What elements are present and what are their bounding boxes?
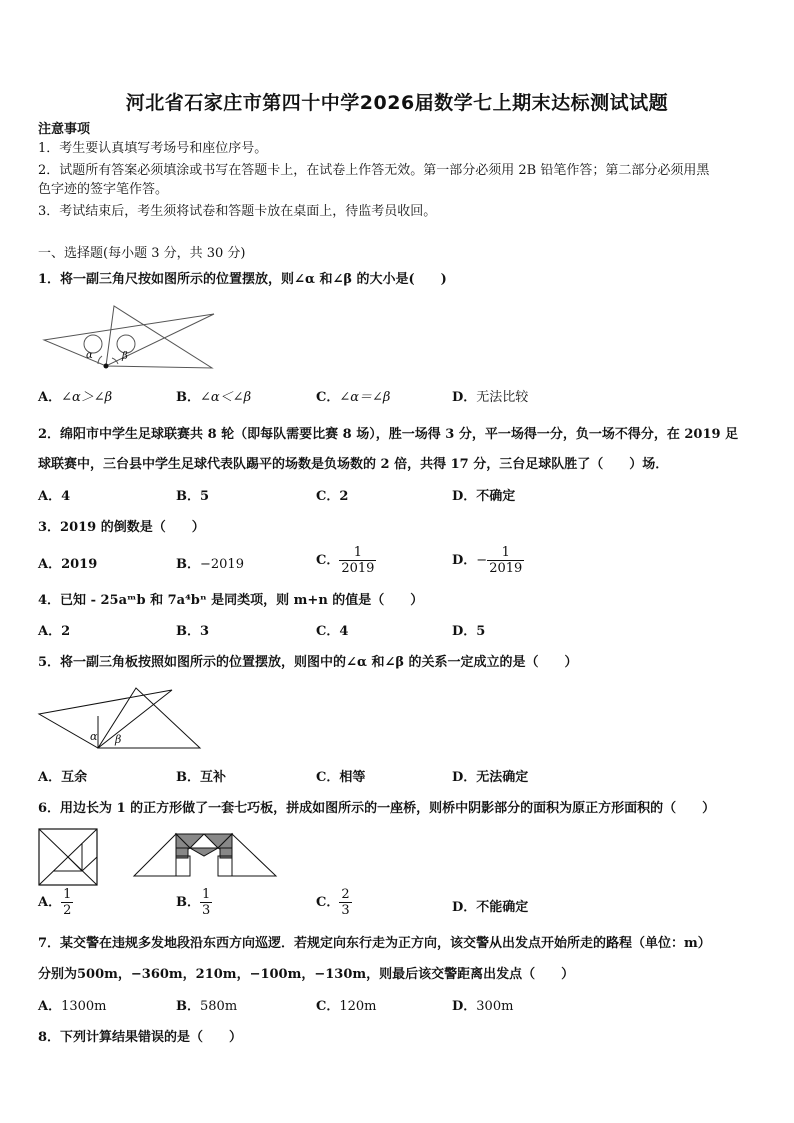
q2-option-b[interactable]: B．5: [176, 489, 210, 504]
notice-item-1: 1．考生要认真填写考场号和座位序号。: [38, 141, 268, 156]
q7-option-b[interactable]: B．580m: [176, 999, 238, 1014]
q6-option-d[interactable]: D．不能确定: [452, 900, 529, 915]
section-heading: 一、选择题(每小题 3 分，共 30 分): [38, 246, 246, 261]
q2-option-d[interactable]: D．不确定: [452, 489, 516, 504]
question-4-stem: 4．已知 - 25aᵐb 和 7a⁴bⁿ 是同类项，则 m+n 的值是（ ）: [38, 593, 424, 608]
q6-option-b[interactable]: B． $\frac{1}{3}$: [176, 887, 211, 918]
question-7-stem-line1: 7．某交警在违规多发地段沿东西方向巡逻．若规定向东行走为正方向，该交警从出发点开始所走的路程（单位：m）: [38, 936, 711, 951]
question-2-stem-line2: 球联赛中，三台县中学生足球代表队踢平的场数是负场数的 2 倍，共得 17 分，三台足球队胜了（ ）场．: [38, 457, 669, 472]
q3-option-c[interactable]: C． $\frac{1}{2019}$: [316, 545, 375, 576]
q1-option-d[interactable]: D．无法比较: [452, 390, 529, 405]
q4-option-b[interactable]: B．3: [176, 624, 210, 639]
q7-option-a[interactable]: A．1300m: [38, 999, 107, 1014]
question-6-stem: 6．用边长为 1 的正方形做了一套七巧板，拼成如图所示的一座桥，则桥中阴影部分的面积为原正方形面积的（ ）: [38, 801, 716, 816]
question-3-stem: 3．2019 的倒数是（ ）: [38, 520, 205, 535]
alpha-label: α: [86, 350, 93, 361]
q3-option-b[interactable]: B．−2019: [176, 557, 244, 572]
question-2-stem-line1: 2．绵阳市中学生足球联赛共 8 轮（即每队需要比赛 8 场），胜一场得 3 分，平一场得一分，负一场不得分，在 2019 足: [38, 427, 739, 442]
notice-item-3: 3．考试结束后，考生须将试卷和答题卡放在桌面上，待监考员收回。: [38, 204, 437, 219]
q1-option-c[interactable]: C．∠α＝∠β: [316, 390, 391, 405]
q5-option-c[interactable]: C．相等: [316, 770, 366, 785]
q3-option-a[interactable]: A．2019: [38, 557, 98, 572]
notice-heading: 注意事项: [38, 122, 91, 137]
q1-option-a[interactable]: A．∠α＞∠β: [38, 390, 113, 405]
question-5-stem: 5．将一副三角板按照如图所示的位置摆放，则图中的∠α 和∠β 的关系一定成立的是（ ）: [38, 655, 578, 670]
q2-option-c[interactable]: C．2: [316, 489, 349, 504]
beta-label: β: [115, 733, 122, 746]
q4-option-c[interactable]: C．4: [316, 624, 349, 639]
q2-option-a[interactable]: A．4: [38, 489, 71, 504]
q6-option-c[interactable]: C． $\frac{2}{3}$: [316, 887, 350, 918]
question-1-stem: 1．将一副三角尺按如图所示的位置摆放，则∠α 和∠β 的大小是( ): [38, 272, 447, 287]
question-5-figure: [36, 686, 206, 754]
q7-option-d[interactable]: D．300m: [452, 999, 514, 1014]
notice-item-2a: 2．试题所有答案必须填涂或书写在答题卡上，在试卷上作答无效。第一部分必须用 2B 铅笔作答；第二部分必须用黑: [38, 163, 710, 178]
question-1-figure: [40, 302, 220, 372]
q7-option-c[interactable]: C．120m: [316, 999, 377, 1014]
q5-option-a[interactable]: A．互余: [38, 770, 88, 785]
q5-option-d[interactable]: D．无法确定: [452, 770, 529, 785]
q5-option-b[interactable]: B．互补: [176, 770, 226, 785]
q6-option-a[interactable]: A． $\frac{1}{2}$: [38, 887, 72, 918]
q4-option-d[interactable]: D．5: [452, 624, 486, 639]
question-7-stem-line2: 分别为500m，−360m，210m，−100m，−130m，则最后该交警距离出发点（ ）: [38, 967, 575, 982]
q4-option-a[interactable]: A．2: [38, 624, 71, 639]
page-title: 河北省石家庄市第四十中学2026届数学七上期末达标测试试题: [125, 92, 669, 114]
tangram-square-figure: [38, 828, 100, 888]
q3-option-d[interactable]: D．− $\frac{1}{2019}$: [452, 545, 523, 576]
question-8-stem: 8．下列计算结果错误的是（ ）: [38, 1030, 243, 1045]
q1-option-b[interactable]: B．∠α＜∠β: [176, 390, 252, 405]
alpha-label: α: [90, 730, 98, 743]
tangram-bridge-figure: [132, 830, 278, 880]
notice-item-2b: 色字迹的签字笔作答。: [38, 182, 169, 197]
beta-label: β: [122, 351, 128, 362]
